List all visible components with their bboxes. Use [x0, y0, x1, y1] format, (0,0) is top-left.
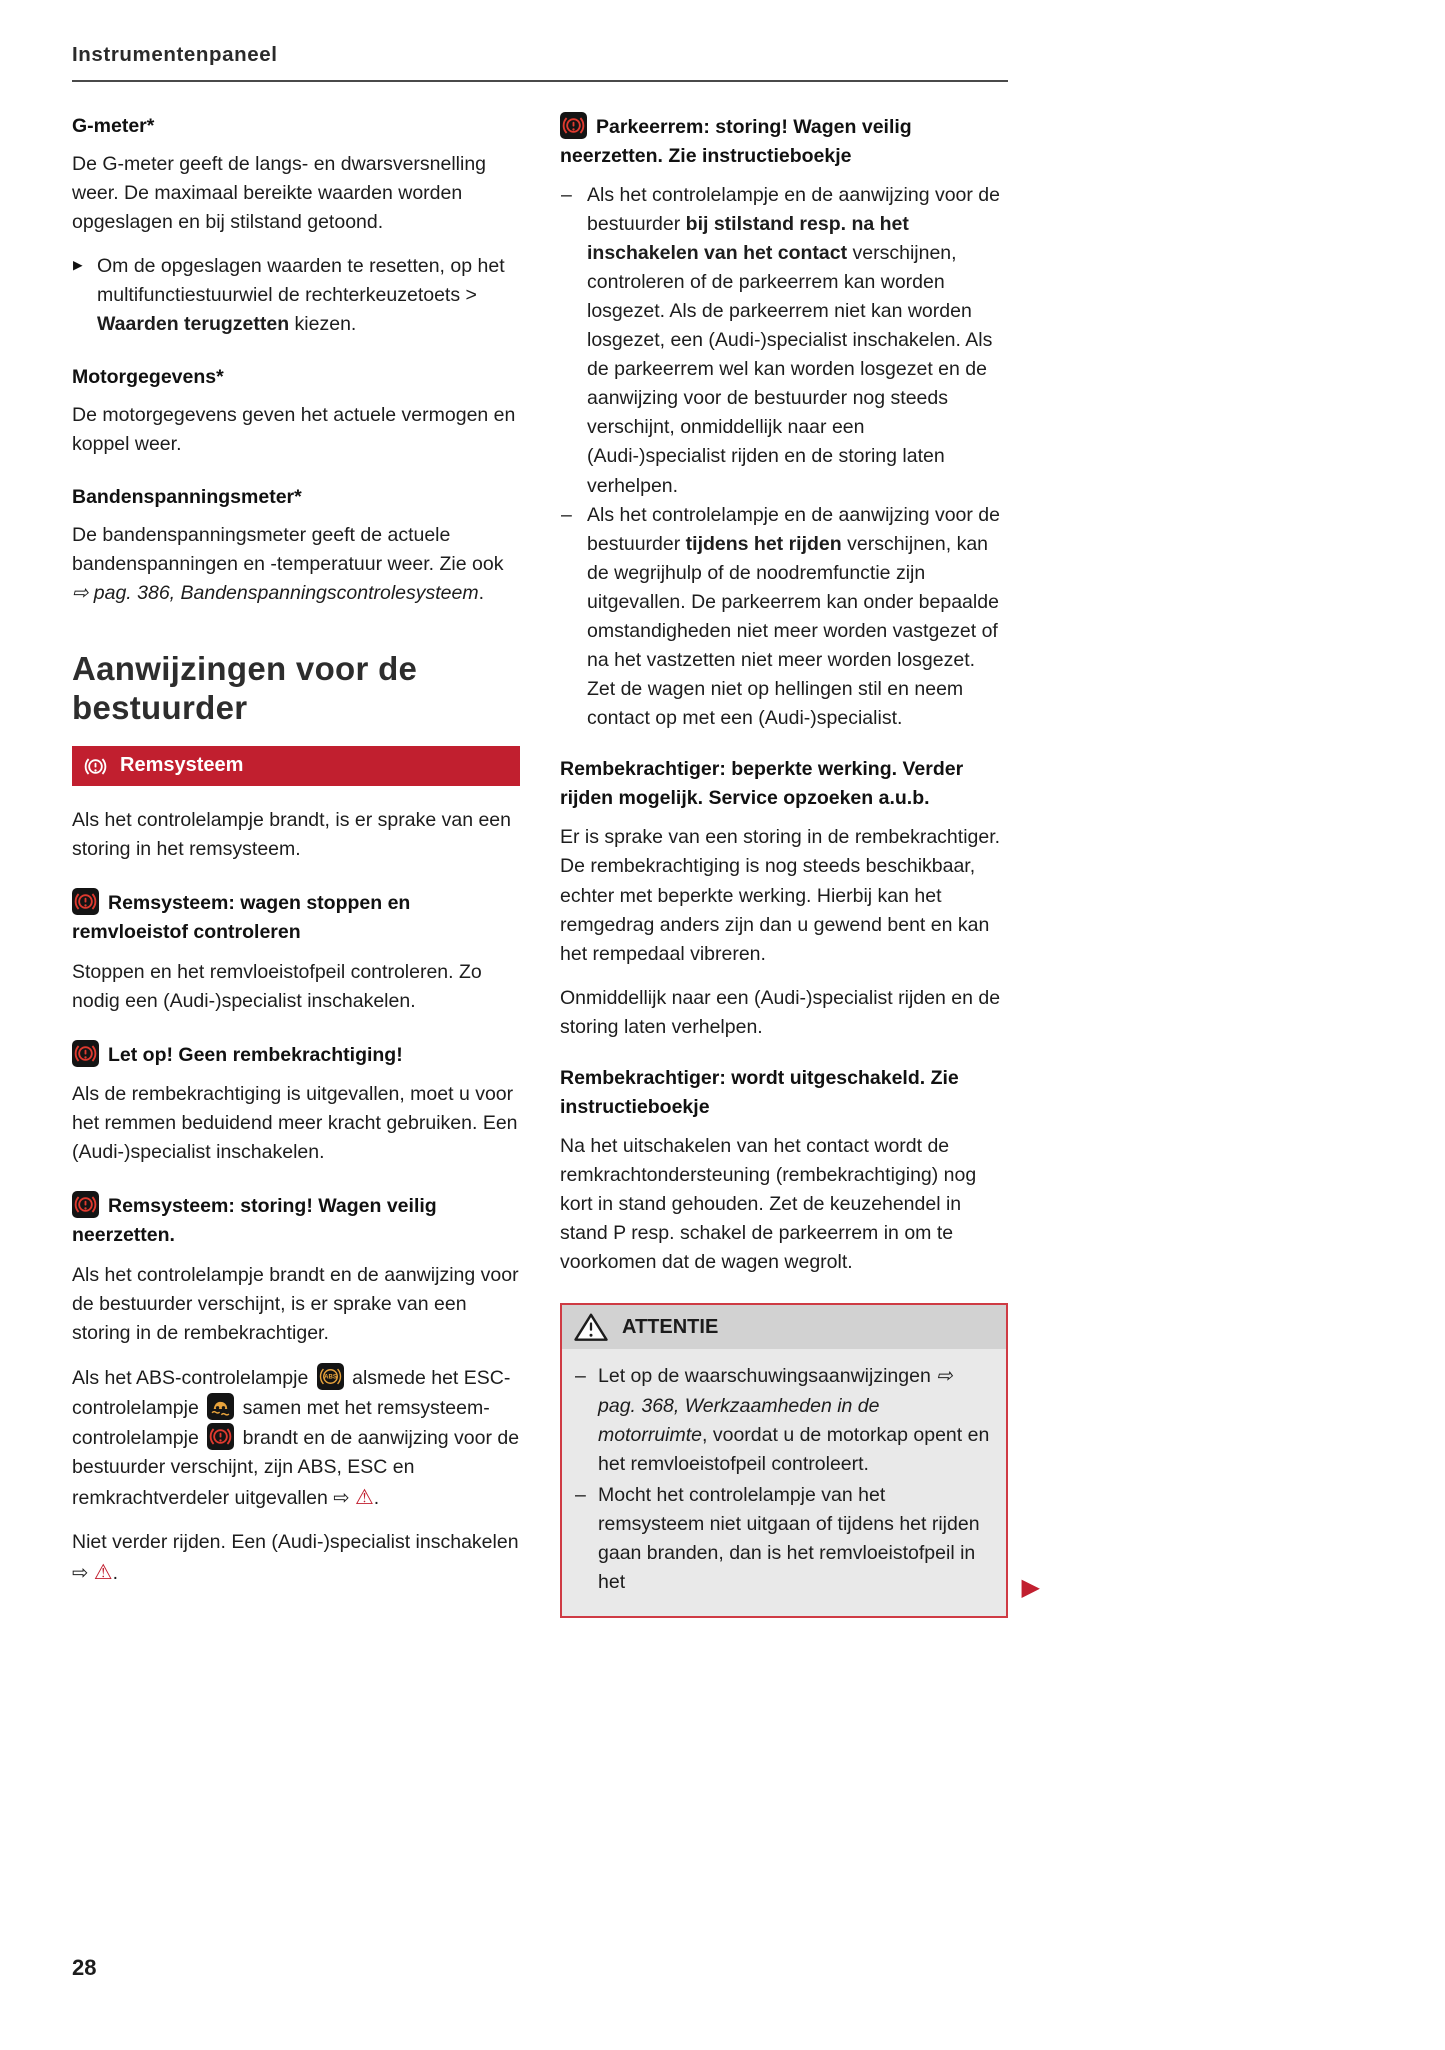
list-item-parkeerrem-rijden	[560, 501, 1008, 733]
attention-item-controlelampje	[574, 1481, 993, 1597]
heading-bandenspanningsmeter: Bandenspanningsmeter*	[72, 486, 302, 508]
text-run: , voordat u de motorkap opent en het remvloeistofpeil controleert.	[598, 1423, 990, 1475]
text-run: Om de opgeslagen waarden te resetten, op het multifunctiestuurwiel de rechterkeuzetoets >	[97, 254, 505, 306]
brake-warning-icon	[207, 1423, 234, 1450]
content-columns	[72, 112, 1040, 1618]
left-column	[72, 112, 520, 1618]
text-run-bold: bij stilstand resp. na het inschakelen van het contact	[587, 213, 909, 265]
paragraph-bandenspanningsmeter	[72, 521, 520, 608]
subheading-rembekrachtiger-uitgeschakeld: Rembekrachtiger: wordt uitgeschakeld. Zie instructieboekje	[560, 1066, 959, 1118]
abs-warning-icon	[317, 1363, 344, 1390]
paragraph-specialist-rijden: Onmiddellijk naar een (Audi-)specialist rijden en de storing laten verhelpen.	[560, 986, 1001, 1038]
subheading-geen-rembekrachtiging	[72, 1040, 520, 1070]
text-run: Niet verder rijden. Een (Audi-)specialist inschakelen	[72, 1531, 519, 1554]
text-run: verschijnen, controleren of de parkeerrem kan worden losgezet. Als de parkeerrem niet kan worden losgezet, een (Audi-)specialist inschakelen. Als de parkeerrem wel kan worden losgezet en de aanwijzing voor de bestuurder nog steeds verschijnt, onmiddellijk naar een (Audi-)specialist rijden en de storing laten verhelpen.	[587, 242, 993, 497]
text-run: .	[478, 582, 485, 605]
text-run: kiezen.	[289, 312, 357, 335]
attention-body	[562, 1349, 1006, 1615]
text-run: brandt en de aanwijzing voor de bestuurder verschijnt, zijn ABS, ESC en remkrachtverdeler uitgevallen	[72, 1426, 520, 1509]
esc-warning-icon	[207, 1393, 234, 1420]
paragraph-remsysteem-stoppen: Stoppen en het remvloeistofpeil controleren. Zo nodig een (Audi-)specialist inschakelen.	[72, 960, 482, 1012]
remsysteem-banner	[72, 746, 520, 786]
text-run-bold: tijdens het rijden	[685, 532, 842, 555]
brake-warning-icon	[82, 753, 109, 780]
triangle-bullet-icon: ▶	[73, 257, 83, 272]
paragraph-niet-verder-rijden	[72, 1528, 520, 1588]
text-run-bold: Waarden terugzetten	[97, 312, 290, 335]
warning-triangle-icon: ⚠	[354, 1485, 374, 1509]
chapter-title: Instrumentenpaneel	[72, 43, 278, 66]
text-run: alsmede het ESC-controlelampje	[72, 1366, 511, 1419]
page-reference: ⇨ pag. 368, Werkzaamheden in de motorruimte	[598, 1365, 953, 1446]
right-column	[560, 112, 1040, 1618]
list-item-parkeerrem-stilstand	[560, 181, 1008, 501]
attention-title: ATTENTIE	[622, 1315, 719, 1338]
attention-item-waarschuwing	[574, 1362, 993, 1478]
text-run: verschijnen, kan de wegrijhulp of de noodremfunctie zijn uitgevallen. De parkeerrem kan onder bepaalde omstandigheden niet meer worden vastgezet of na het vastzetten niet meer worden losgezet. Zet de wagen niet op hellingen stil en neem contact op met een (Audi-)specialist.	[587, 532, 999, 729]
reference-arrow: ⇨	[72, 1562, 94, 1585]
dash-bullet: –	[575, 1365, 586, 1388]
paragraph-abs-esc	[72, 1363, 520, 1513]
subheading-text: Remsysteem: wagen stoppen en remvloeistof controleren	[72, 892, 411, 944]
subheading-text: Let op! Geen rembekrachtiging!	[108, 1043, 403, 1066]
heading-motorgegevens: Motorgegevens*	[72, 365, 224, 388]
subheading-text: Parkeerrem: storing! Wagen veilig neerzetten. Zie instructieboekje	[560, 115, 912, 167]
dash-bullet: –	[575, 1483, 586, 1506]
paragraph-geen-rembekrachtiging: Als de rembekrachtiging is uitgevallen, moet u voor het remmen beduidend meer kracht gebruiken. Een (Audi-)specialist inschakelen.	[72, 1083, 518, 1164]
attention-header	[562, 1305, 1006, 1349]
brake-warning-icon	[560, 112, 587, 139]
subheading-remsysteem-stoppen	[72, 888, 520, 948]
paragraph-motorgegevens: De motorgegevens geven het actuele vermogen en koppel weer.	[72, 403, 516, 455]
paragraph-remsysteem-intro: Als het controlelampje brandt, is er sprake van een storing in het remsysteem.	[72, 809, 511, 861]
text-run: Als het controlelampje en de aanwijzing voor de bestuurder	[587, 503, 1000, 555]
page-continue-arrow: ▶	[1021, 1574, 1040, 1602]
text-run: Let op de waarschuwingsaanwijzingen	[598, 1365, 937, 1388]
brake-warning-icon	[72, 1191, 99, 1218]
text-run: De bandenspanningsmeter geeft de actuele bandenspanningen en -temperatuur weer. Zie ook	[72, 524, 504, 576]
heading-g-meter: G-meter*	[72, 114, 155, 137]
subheading-text: Remsysteem: storing! Wagen veilig neerzetten.	[72, 1195, 437, 1247]
subheading-rembekrachtiger-beperkt: Rembekrachtiger: beperkte werking. Verder rijden mogelijk. Service opzoeken a.u.b.	[560, 757, 964, 810]
paragraph-remsysteem-storing: Als het controlelampje brandt en de aanwijzing voor de bestuurder verschijnt, is er sprake van een storing in de rembekrachtiger.	[72, 1263, 519, 1344]
text-run: samen met het remsysteem-controlelampje	[72, 1396, 490, 1449]
text-run: .	[112, 1562, 119, 1585]
dash-bullet: –	[561, 503, 572, 526]
text-run: Als het controlelampje en de aanwijzing voor de bestuurder	[587, 184, 1000, 236]
paragraph-rembekrachtiger-beperkt: Er is sprake van een storing in de rembekrachtiger. De rembekrachtiging is nog steeds beschikbaar, echter met beperkte werking. Hierbij kan het remgedrag anders zijn dan u gewend bent en kan het rempedaal vibreren.	[560, 826, 1001, 965]
brake-warning-icon	[72, 888, 99, 915]
warning-triangle-icon: ⚠	[93, 1561, 113, 1585]
subheading-parkeerrem-storing	[560, 112, 1008, 172]
text-run: .	[373, 1486, 380, 1509]
brake-warning-icon	[72, 1040, 99, 1067]
attention-box	[560, 1303, 1040, 1617]
list-item-reset	[72, 252, 520, 339]
dash-bullet: –	[561, 184, 572, 207]
paragraph-rembekrachtiger-uitgeschakeld: Na het uitschakelen van het contact wordt de remkrachtondersteuning (rembekrachtiging) nog kort in stand gehouden. Zet de keuzehendel in stand P resp. schakel de parkeerrem in om te voorkomen dat de wagen wegrolt.	[560, 1135, 977, 1274]
text-run: Mocht het controlelampje van het remsysteem niet uitgaan of tijdens het rijden gaan branden, dan is het remvloeistofpeil in het	[598, 1483, 980, 1593]
reference-arrow: ⇨	[333, 1486, 355, 1509]
page-number: 28	[72, 1955, 97, 1980]
section-heading-aanwijzingen: Aanwijzingen voor de bestuurder	[72, 650, 418, 727]
page-reference: ⇨ pag. 386, Bandenspanningscontrolesysteem	[72, 582, 479, 605]
warning-triangle-icon	[574, 1312, 608, 1342]
page-header	[72, 40, 1008, 82]
banner-label: Remsysteem	[120, 754, 244, 777]
paragraph-g-meter: De G-meter geeft de langs- en dwarsversnelling weer. De maximaal bereikte waarden worden opgeslagen en bij stilstand getoond.	[72, 152, 487, 233]
subheading-remsysteem-storing	[72, 1191, 520, 1251]
text-run: Als het ABS-controlelampje	[72, 1366, 314, 1389]
